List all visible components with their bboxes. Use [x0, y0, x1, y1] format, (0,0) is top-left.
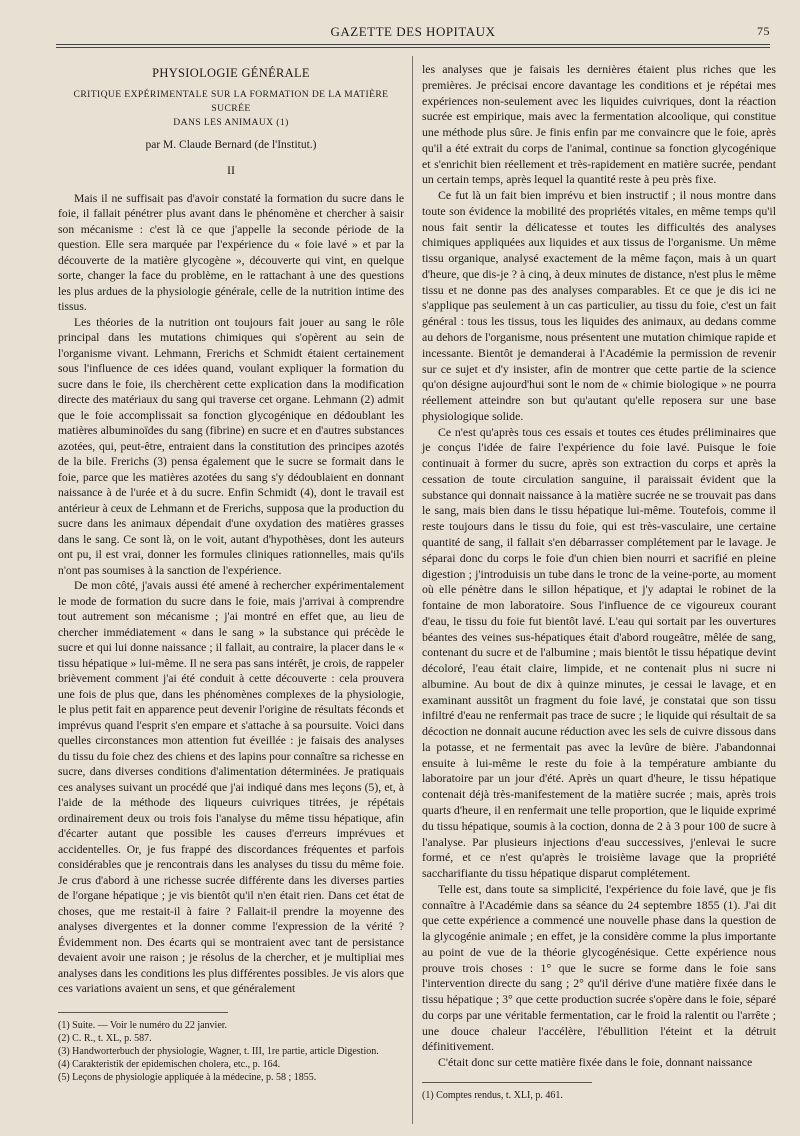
article-subtitle-line: DANS LES ANIMAUX (1)	[173, 116, 289, 128]
header-rule	[56, 44, 770, 45]
footnote: (1) Suite. — Voir le numéro du 22 janvier.	[58, 1020, 228, 1031]
footnote-list	[58, 1019, 404, 1084]
footnote: (2) C. R., t. XL, p. 587.	[58, 1033, 152, 1044]
journal-title: GAZETTE DES HOPITAUX	[330, 24, 496, 39]
column-separator	[412, 56, 413, 1124]
footnote-list	[422, 1089, 776, 1102]
left-column	[58, 62, 404, 997]
paragraph: les analyses que je faisais les dernières étaient plus riches que les premières. Je précisai encore davantage les conditions et je répétai mes expériences non-seulement avec les liquides cuivriques, dont la réaction sucrée est empirique, mais avec la fermentation alcoolique, qui constitue une méthode plus sûre. Je finis enfin par me convaincre que le foie, après qu'il a été extrait du corps de l'animal, continue sa fonction glycogénique et s'enrichit bien réellement et très-rapidement en matière sucrée, pendant un certain temps, après lequel la quantité reste à peu près fixe.	[422, 62, 776, 187]
paragraph: De mon côté, j'avais aussi été amené à rechercher expérimentalement le mode de formation du sucre dans le foie, mais j'arrivai à comprendre tout autrement son mécanisme ; j'ai montré en effet que, au lieu de chercher immédiatement « dans le sang » la substance qui précède le sucre et qui lui donne naissance ; il fallait, au contraire, la placer dans le « tissu hépatique » lui-même. Il ne sera pas sans intérêt, je crois, de rappeler brièvement comment j'ai été conduit à cette découverte : cela prouvera une fois de plus que, dans les phénomènes complexes de la physiologie, le plus petit fait en apparence peut devenir l'origine de résultats féconds et imprévus quand l'esprit s'en empare et s'attache à sa poursuite. Voici dans quelles circonstances mon attention fut éveillée : je faisais des analyses du tissu du foie chez des chiens et des lapins pour connaître sa richesse en sucre, dans diverses conditions d'alimentation déterminées. Je pratiquais ces analyses suivant un procédé que j'ai indiqué dans mes leçons (5), et, à l'aide de la méthode des liqueurs cuivriques titrées, je répétais ordinairement deux ou trois fois l'analyse du même tissu hépatique, afin d'écarter autant que possible les causes d'erreurs imprévues et accidentelles. Or, je fus frappé des discordances fréquentes et parfois considérables que je rencontrais dans les analyses du tissu du même foie. Je crus d'abord à une richesse sucrée différente dans les diverses parties de l'organe hépatique ; je vis bientôt qu'il n'en était rien. Dans cet état de choses, que me restait-il à faire ? Fallait-il prendre la moyenne des analyses divergentes et la donner comme l'expression de la vérité ? Évidemment non. Des écarts qui se montraient avec tant de persistance devaient avoir une raison ; je résolus de la chercher, et je multipliai mes analyses dans les conditions les plus différentes possibles. Je vis alors que ces variations avaient un sens, et que généralement	[58, 579, 404, 995]
paragraph: Ce fut là un fait bien imprévu et bien instructif ; il nous montre dans toute son évidence la mobilité des propriétés vitales, en même temps qu'il nous fait sentir la délicatesse et toutes les difficultés des analyses chimiques appliquées aux liquides et aux tissus de l'organisme. Un même tissu organique, analysé exactement de la même façon, mais à un quart d'heure, que dis-je ? à cinq, à deux minutes de distance, n'est plus le même tissu et ne donne pas des analyses comparables. Et ce que je dis ici ne s'applique pas seulement à un cas particulier, au tissu du foie, c'est un fait général : tous les tissus, tous les liquides des animaux, au dedans comme au dehors de l'organisme, nous présentent une mutation chimique rapide et incessante. Bientôt je demanderai à l'Académie la permission de revenir sur ce sujet et d'y insister, afin de montrer que cette partie de la science qu'on désigne aujourd'hui sont le nom de « chimie biologique » ne pourra réellement atteindre son but qu'autant qu'elle reposera sur une base physiologique solide.	[422, 188, 776, 423]
footnote-rule	[422, 1082, 592, 1083]
paragraph: Mais il ne suffisait pas d'avoir constaté la formation du sucre dans le foie, il fallait pénétrer plus avant dans le phénomène et chercher à saisir son mécanisme : c'est là ce que j'appelle la seconde période de la question. Elle sera marquée par l'expérience du « foie lavé » et par la découverte de la matière glycogène », découverte qui vint, en quelque sorte, changer la face du problème, en le rattachant à une des questions les plus ardues de la physiologie générale, celle de la nutrition intime des tissus.	[58, 191, 404, 313]
article-subtitle	[58, 88, 404, 130]
footnotes-left	[58, 1012, 404, 1084]
page-number: 75	[757, 24, 770, 38]
article-byline: par M. Claude Bernard (de l'Institut.)	[145, 138, 317, 151]
footnote: (3) Handworterbuch der physiologie, Wagner, t. III, 1re partie, article Digestion.	[58, 1046, 379, 1057]
footnote: (1) Comptes rendus, t. XLI, p. 461.	[422, 1090, 563, 1101]
article-rubric: PHYSIOLOGIE GÉNÉRALE	[152, 66, 310, 80]
running-head	[56, 24, 770, 44]
article-header	[58, 66, 404, 179]
footnotes-right	[422, 1082, 776, 1102]
footnote-rule	[58, 1012, 228, 1013]
header-rule-double	[56, 47, 770, 48]
right-column	[422, 62, 776, 1071]
article-subtitle-line: CRITIQUE EXPÉRIMENTALE SUR LA FORMATION DE LA MATIÈRE SUCRÉE	[73, 88, 389, 114]
paragraph: Ce n'est qu'après tous ces essais et toutes ces études préliminaires que je conçus l'idée de faire l'expérience du foie lavé. Puisque le foie continuait à former du sucre, après son extraction du corps et après la cessation de toute circulation sanguine, il paraissait évident que la substance qui donnait naissance à la matière sucrée ne se trouvait pas dans le sang, mais bien dans le tissu hépatique lui-même. Toutefois, comme il reste toujours dans le tissu du foie, qui est très-vasculaire, une certaine quantité de sang, il fallait s'en débarrasser complétement par le lavage. Je séparai donc du corps le foie d'un chien bien nourri et sacrifié en pleine digestion ; j'introduisis un tube dans le tronc de la veine-porte, au moment où elle pénètre dans le sillon hépatique, et j'y adaptai le robinet de la fontaine de mon laboratoire. Sous l'influence de ce vigoureux courant d'eau, le tissu du foie fut bientôt lavé. L'eau qui sortait par les ouvertures béantes des veines sus-hépatiques était d'abord rougeâtre, mêlée de sang, contenant du sucre et de l'albumine ; mais bientôt le tissu hépatique devint décoloré, l'eau était claire, limpide, et ne contenait plus ni sucre ni albumine. Au bout de dix à quinze minutes, je cessai le lavage, et en examinant aussitôt un fragment du foie lavé, je constatai que son tissu infiltré d'eau ne renfermait pas trace de sucre ; le liquide qui résultait de sa décoction ne donnait aucune réduction avec les sels de cuivre dissous dans la potasse, et ne fermentait pas avec la levûre de bière. J'abandonnai ensuite à lui-même le reste du foie à la température ambiante du laboratoire par un jour d'été. Après un quart d'heure, le tissu hépatique contenait déjà très-manifestement de la matière sucrée ; mais, après trois quarts d'heure, il en renfermait une telle proportion, que le liquide exprimé du tissu hépatique, soumis à la coction, donna de 2 à 3 pour 100 de sucre à l'analyse. Par plusieurs injections d'eau successives, j'enlevai le sucre formé, et ce n'est qu'après le troisième lavage que la propriété saccharifiante du tissu hépatique disparut complétement.	[422, 424, 776, 881]
footnote: (5) Leçons de physiologie appliquée à la médecine, p. 58 ; 1855.	[58, 1072, 317, 1083]
paragraph: Telle est, dans toute sa simplicité, l'expérience du foie lavé, que je fis connaître à l'Académie dans sa séance du 24 septembre 1855 (1). J'ai dit que cette expérience a commencé une nouvelle phase dans la question de la glycogénie animale ; en effet, je la considère comme la plus importante au point de vue de la théorie glycogénésique. Cette expérience nous prouve trois choses : 1° que le sucre se forme dans le foie sans l'intervention directe du sang ; 2° qu'il dérive d'une matière fixée dans le tissu hépatique ; 3° que cette production sucrée s'opère dans le foie, séparé du corps par une véritable fermentation, car le froid la ralentit ou l'arrête ; une douce chaleur l'accélère, l'ébullition l'éteint et la détruit définitivement.	[422, 881, 776, 1054]
footnote: (4) Carakteristik der epidemischen cholera, etc., p. 164.	[58, 1059, 281, 1070]
paragraph: C'était donc sur cette matière fixée dans le foie, donnant naissance	[438, 1055, 753, 1070]
paragraph: Les théories de la nutrition ont toujours fait jouer au sang le rôle principal dans les mutations chimiques qui s'opèrent au sein de l'organisme vivant. Lehmann, Frerichs et Schmidt étaient certainement sous l'influence de ces idées quand, voulant expliquer la formation du sucre dans le foie, ils cherchèrent cette explication dans la modification directe des matériaux du sang qui traverse cet organe. Lehmann (2) admit que le foie accomplissait sa fonction glycogénique en dédoublant les matières albuminoïdes du sang (fibrine) en sucre et en d'autres substances azotées, qui, peut-être, entraient dans la constitution des principes azotés de la bile. Frerichs (3) pensa également que le sucre se formait dans le foie, parce que les matières azotées du sang s'y dédoublaient en donnant naissance à de l'urée et à du sucre. Enfin Schmidt (4), dont le travail est antérieur à ceux de Lehmann et de Frerichs, supposa que la production du sucre dans les animaux dépendait d'une oxydation des matières grasses dans le sang. Ce sont là, on le voit, autant d'hypothèses, dont les auteurs ont pu, il est vrai, donner les formules cliniques rationnelles, mais qu'ils n'ont pas soumises à la sanction de l'expérience.	[58, 315, 404, 577]
section-number: II	[227, 163, 235, 177]
